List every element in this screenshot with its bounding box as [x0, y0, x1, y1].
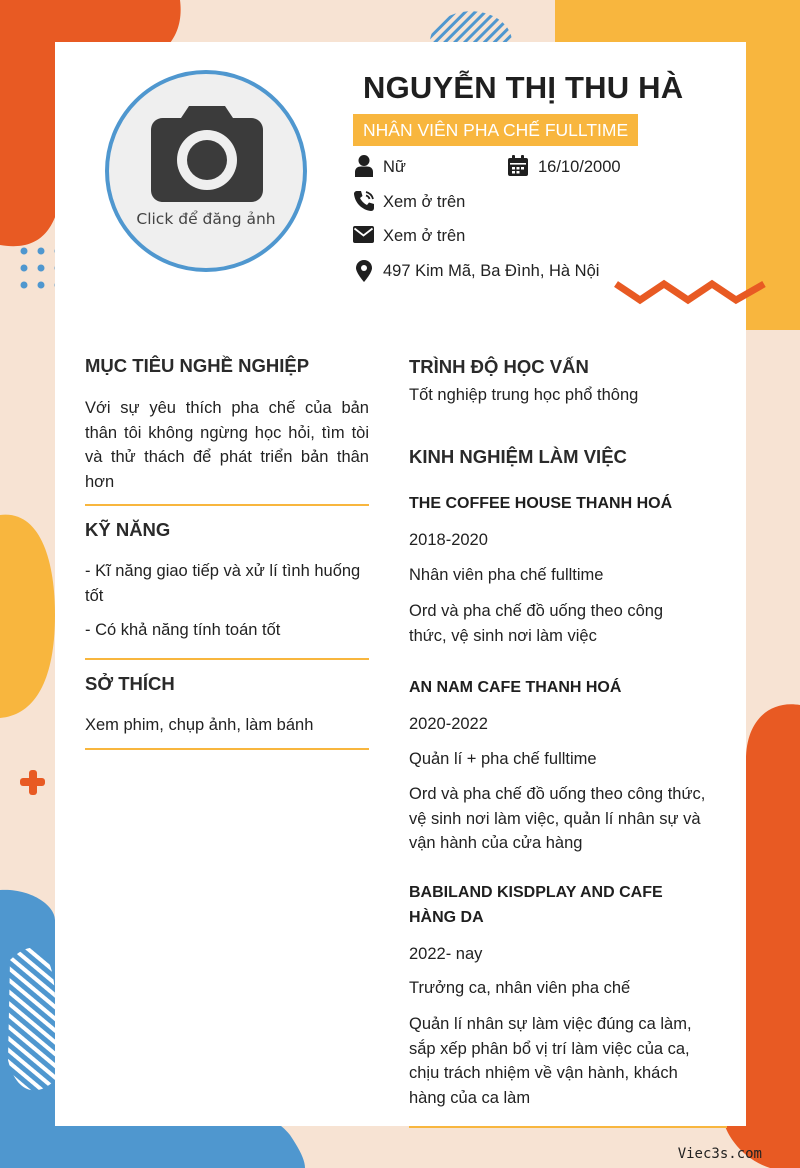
education-text: Tốt nghiệp trung học phổ thông — [409, 386, 639, 404]
address-value: 497 Kim Mã, Ba Đình, Hà Nội — [383, 262, 600, 280]
candidate-name: NGUYỄN THỊ THU HÀ — [363, 70, 684, 105]
hobbies-title: SỞ THÍCH — [85, 673, 175, 694]
job-description: Quản lí nhân sự làm việc đúng ca làm, sắp xếp phân bổ vị trí làm việc của ca, chịu trách nhiệm về vận hành, khách hàng của ca làm — [409, 1015, 692, 1107]
calendar-icon — [508, 155, 528, 176]
camera-icon — [151, 104, 263, 202]
gender-value: Nữ — [383, 158, 406, 176]
photo-upload-label: Click để đăng ảnh — [136, 210, 276, 228]
education-title: TRÌNH ĐỘ HỌC VẤN — [409, 356, 589, 377]
experience-title: KINH NGHIỆM LÀM VIỆC — [409, 446, 627, 467]
job-period: 2020-2022 — [409, 715, 488, 733]
email-value: Xem ở trên — [383, 227, 466, 245]
job-period: 2022- nay — [409, 945, 483, 963]
job-company: BABILAND KISDPLAY AND CAFE HÀNG DA — [409, 884, 663, 926]
job-position: Quản lí + pha chế fulltime — [409, 750, 597, 768]
watermark: Viec3s.com — [677, 1146, 762, 1162]
job-description: Ord và pha chế đồ uống theo công thức, vệ sinh nơi làm việc — [409, 602, 664, 645]
birthdate-value: 16/10/2000 — [538, 158, 621, 176]
person-icon — [355, 155, 373, 177]
hobbies-text: Xem phim, chụp ảnh, làm bánh — [85, 716, 314, 734]
skill-item: - Kĩ năng giao tiếp và xử lí tình huống tốt — [85, 562, 361, 605]
skills-title: KỸ NĂNG — [85, 519, 171, 540]
objective-title: MỤC TIÊU NGHỀ NGHIỆP — [85, 355, 310, 376]
job-description: Ord và pha chế đồ uống theo công thức, vệ sinh nơi làm việc, quản lí nhân sự và vận hành của cửa hàng — [409, 785, 706, 852]
photo-upload[interactable] — [105, 70, 307, 272]
job-position: Trưởng ca, nhân viên pha chế — [409, 979, 631, 997]
phone-icon[interactable] — [353, 190, 375, 212]
job-position: Nhân viên pha chế fulltime — [409, 566, 604, 584]
objective-text: Với sự yêu thích pha chế của bản thân tôi không ngừng học hỏi, tìm tòi và thử thách để phát triển bản thân hơn — [85, 399, 369, 491]
zigzag-decoration — [612, 276, 772, 310]
phone-value: Xem ở trên — [383, 193, 466, 211]
job-company: AN NAM CAFE THANH HOÁ — [409, 679, 622, 696]
map-pin-icon — [356, 260, 372, 282]
skill-item: - Có khả năng tính toán tốt — [85, 621, 281, 639]
job-company: THE COFFEE HOUSE THANH HOÁ — [409, 495, 673, 512]
divider — [85, 504, 369, 506]
divider — [85, 748, 369, 750]
envelope-icon[interactable] — [353, 226, 374, 243]
divider — [409, 1126, 727, 1128]
divider — [85, 658, 369, 660]
job-period: 2018-2020 — [409, 531, 488, 549]
job-title-badge: NHÂN VIÊN PHA CHẾ FULLTIME — [353, 114, 638, 146]
